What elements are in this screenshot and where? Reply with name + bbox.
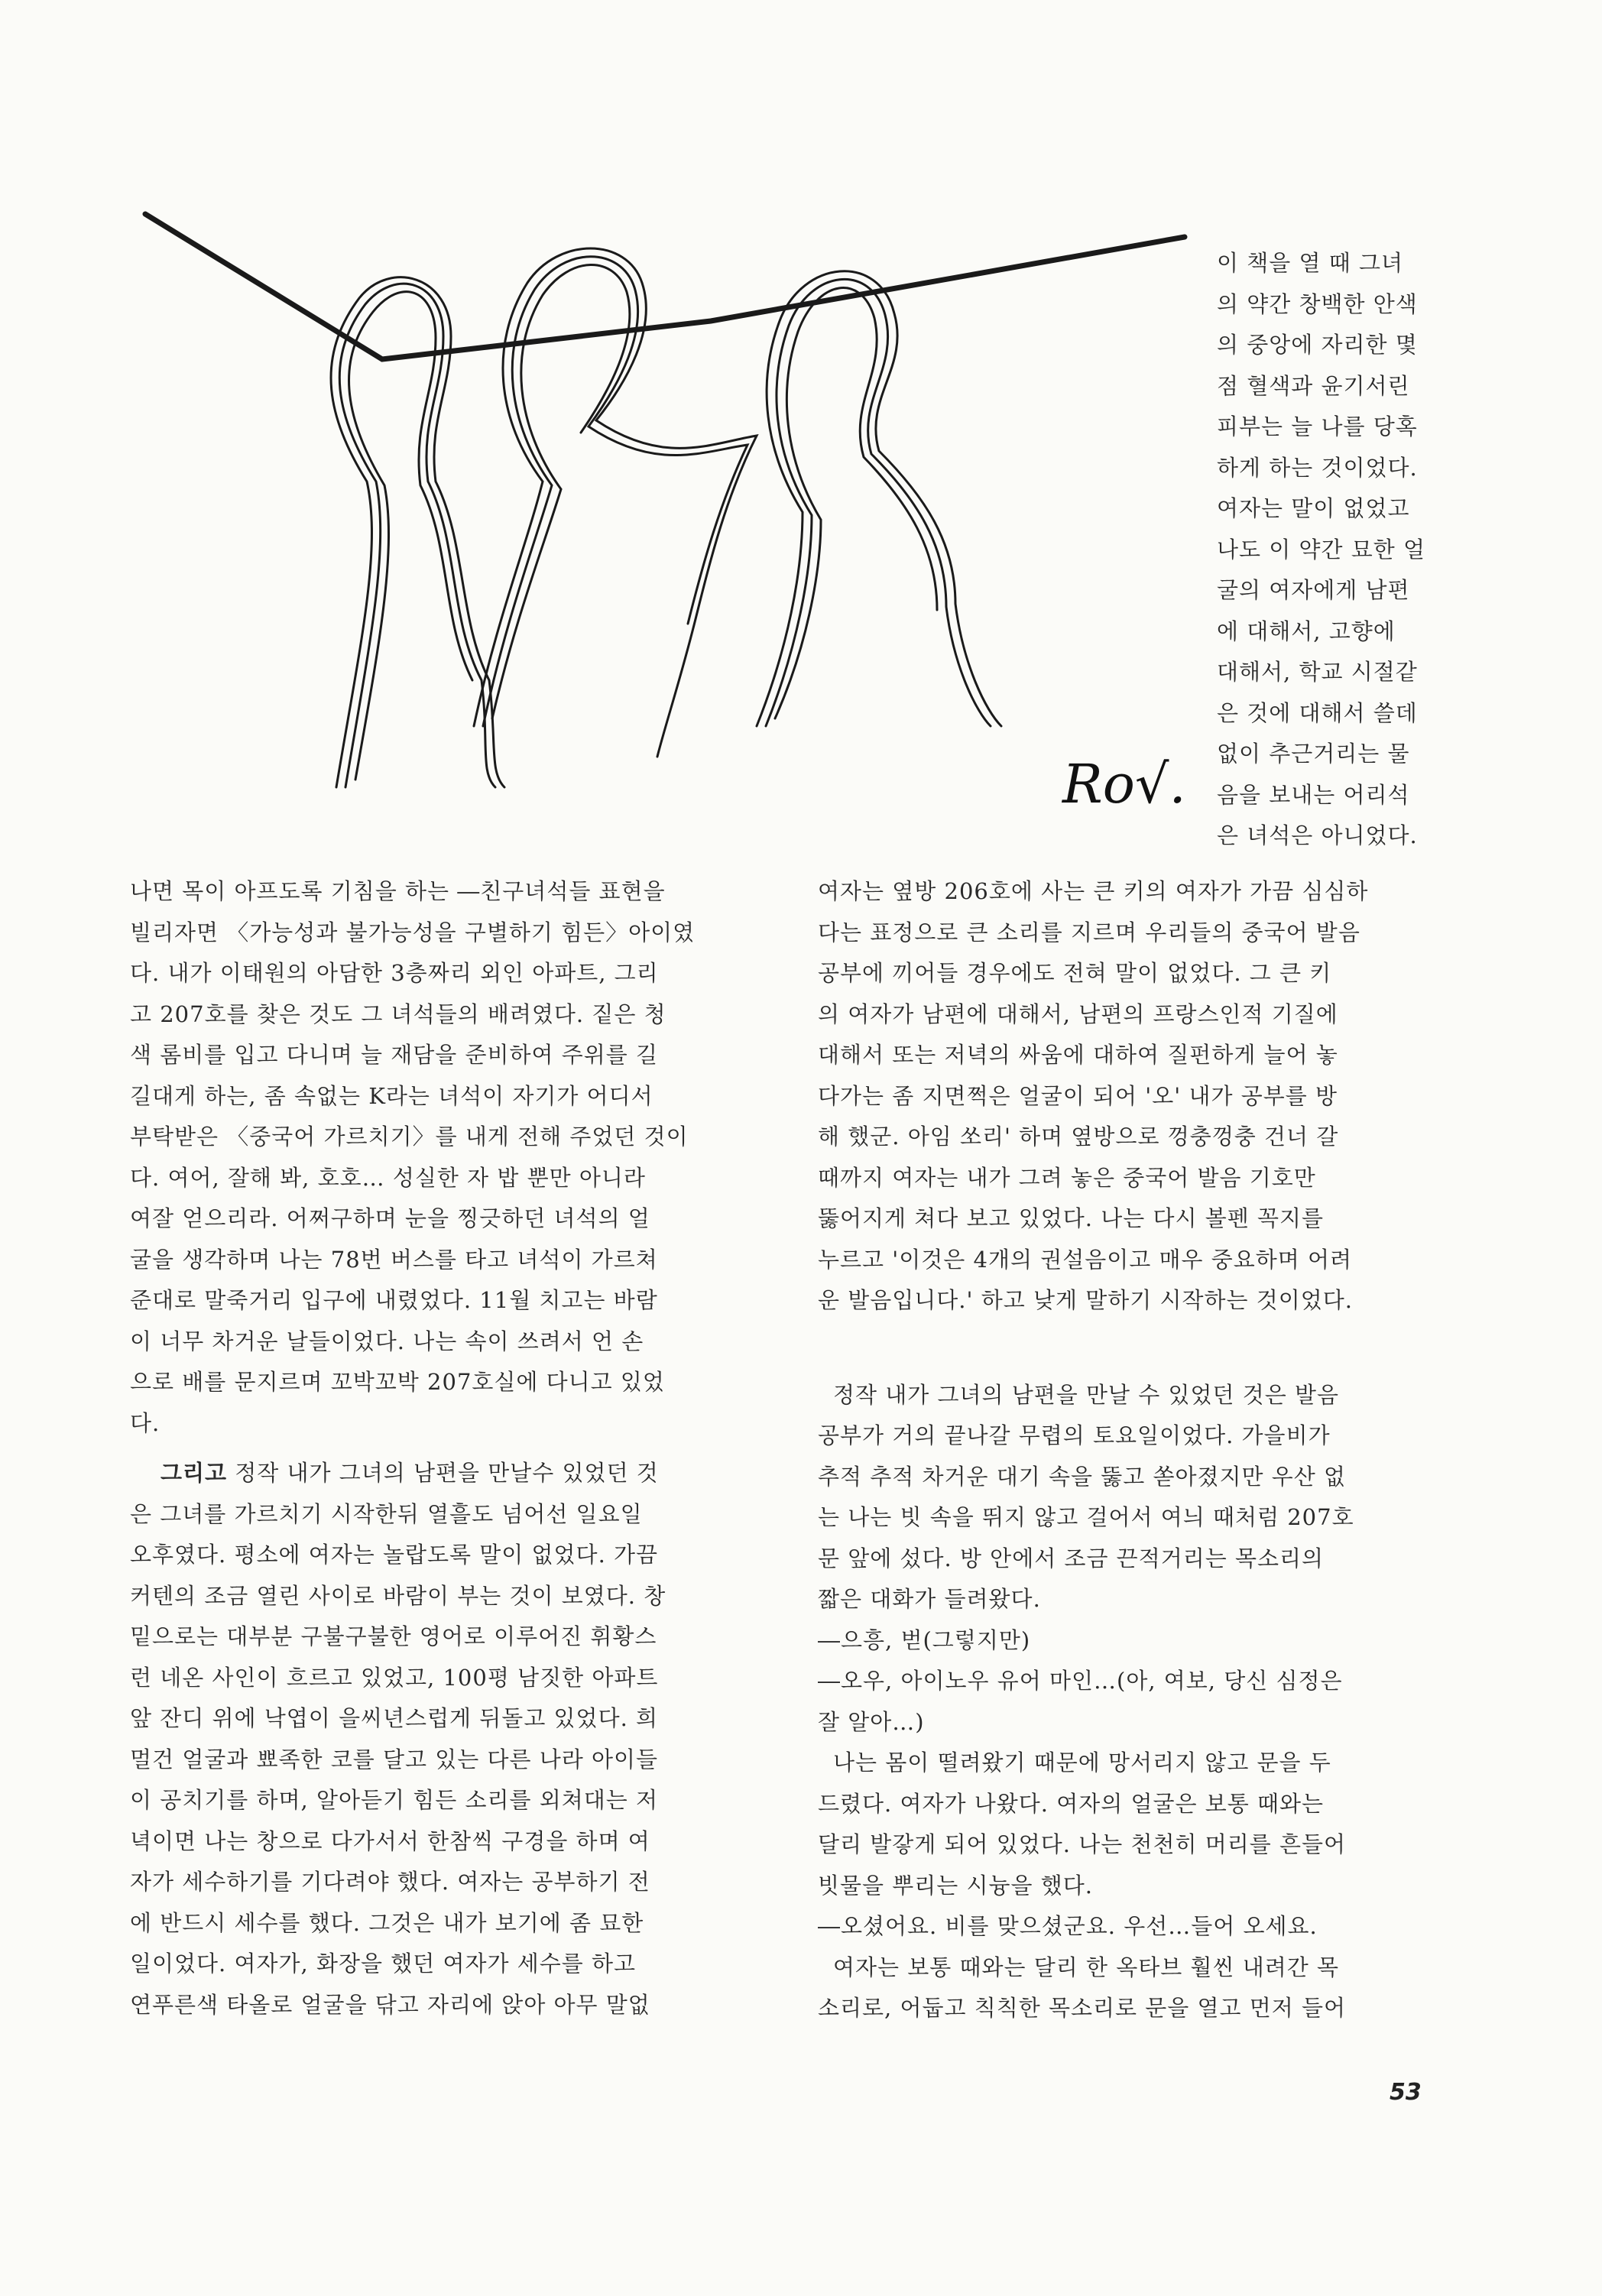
middle-figure-outline: [474, 248, 757, 757]
text-line: 으로 배를 문지르며 꼬박꼬박 207호실에 다니고 있었: [130, 1369, 665, 1395]
text-line: 멀건 얼굴과 뾰족한 코를 달고 있는 다른 나라 아이들: [130, 1746, 659, 1772]
text-line: 달리 발갛게 되어 있었다. 나는 천천히 머리를 흔들어: [818, 1831, 1347, 1857]
text-line: 부탁받은 〈중국어 가르치기〉를 내게 전해 주었던 것이: [130, 1124, 689, 1150]
text-line: 정작 내가 그녀의 남편을 만날 수 있었던 것은 발음: [833, 1381, 1340, 1408]
artist-signature: Ro√.: [1062, 753, 1186, 816]
text-line: 나면 목이 아프도록 기침을 하는 ―친구녀석들 표현을: [130, 878, 666, 904]
text-line: 해 했군. 아임 쏘리' 하며 옆방으로 껑충껑충 건너 갈: [818, 1124, 1339, 1150]
text-line: 여자는 보통 때와는 달리 한 옥타브 훨씬 내려간 목: [833, 1954, 1340, 1980]
text-line: 뚫어지게 쳐다 보고 있었다. 나는 다시 볼펜 꼭지를: [818, 1205, 1325, 1231]
text-line: 운 발음입니다.' 하고 낮게 말하기 시작하는 것이었다.: [818, 1287, 1354, 1313]
text-line: 커텐의 조금 열린 사이로 바람이 부는 것이 보였다. 창: [130, 1582, 666, 1609]
page-number: 53: [1390, 2079, 1422, 2106]
text-line: 준대로 말죽거리 입구에 내렸었다. 11월 치고는 바람: [130, 1287, 658, 1313]
text-line: 의 약간 창백한 안색: [1217, 290, 1418, 317]
text-line: 은 그녀를 가르치기 시작한뒤 열흘도 넘어선 일요일: [130, 1500, 643, 1527]
text-line: 여자는 옆방 206호에 사는 큰 키의 여자가 가끔 심심하: [818, 878, 1369, 904]
text-line: 나도 이 약간 묘한 얼: [1217, 536, 1425, 563]
text-line: 는 나는 빗 속을 뛰지 않고 걸어서 여늬 때처럼 207호: [818, 1504, 1354, 1530]
text-line: 앞 잔디 위에 낙엽이 을씨년스럽게 뒤돌고 있었다. 희: [130, 1705, 659, 1731]
text-line: 빗물을 뿌리는 시늉을 했다.: [818, 1872, 1094, 1899]
text-line: 일이었다. 여자가, 화장을 했던 여자가 세수를 하고: [130, 1951, 637, 1977]
right-column: [818, 871, 1475, 2029]
text-line: 자가 세수하기를 기다려야 했다. 여자는 공부하기 전: [130, 1869, 650, 1895]
paragraph-lead: 그리고: [161, 1460, 228, 1486]
text-line: 대해서, 학교 시절같: [1217, 659, 1418, 685]
text-line: 다가는 좀 지면쩍은 얼굴이 되어 '오' 내가 공부를 방: [818, 1082, 1338, 1109]
text-line: 문 앞에 섰다. 방 안에서 조금 끈적거리는 목소리의: [818, 1545, 1325, 1571]
text-line: 나는 몸이 떨려왔기 때문에 망서리지 않고 문을 두: [833, 1750, 1331, 1776]
text-line: 피부는 늘 나를 당혹: [1217, 413, 1418, 439]
text-line: 여잘 얻으리라. 어쩌구하며 눈을 찡긋하던 녀석의 얼: [130, 1205, 650, 1231]
text-line: 에 반드시 세수를 했다. 그것은 내가 보기에 좀 묘한: [130, 1909, 644, 1936]
text-line: 색 롬비를 입고 다니며 늘 재담을 준비하여 주위를 길: [130, 1042, 659, 1068]
text-line: 추적 추적 차거운 대기 속을 뚫고 쏟아졌지만 우산 없: [818, 1463, 1347, 1490]
text-line: 다. 여어, 잘해 봐, 호호… 성실한 자 밥 뿐만 아니라: [130, 1164, 646, 1191]
text-line: 음을 보내는 어리석: [1217, 781, 1410, 808]
text-line: 길대게 하는, 좀 속없는 K라는 녀석이 자기가 어디서: [130, 1082, 653, 1109]
text-line: 이 책을 열 때 그녀: [1217, 250, 1403, 276]
text-line: 다. 내가 이태원의 아담한 3층짜리 외인 아파트, 그리: [130, 960, 659, 986]
text-line: 굴의 여자에게 남편: [1217, 577, 1410, 603]
dialogue-line: ―오셨어요. 비를 맞으셨군요. 우선…들어 오세요.: [818, 1913, 1318, 1939]
text-line: 누르고 '이것은 4개의 권설음이고 매우 중요하며 어려: [818, 1246, 1353, 1273]
text-line: 없이 추근거리는 물: [1217, 741, 1410, 767]
right-figure-outline: [757, 271, 1001, 726]
figures-illustration: [130, 191, 1200, 864]
text-line: 고 207호를 찾은 것도 그 녀석들의 배려였다. 짙은 청: [130, 1000, 666, 1027]
text-line: 굴을 생각하며 나는 78번 버스를 타고 녀석이 가르쳐: [130, 1246, 658, 1273]
dialogue-line: 잘 알아…): [818, 1708, 925, 1735]
text-line: 이 공치기를 하며, 알아듣기 힘든 소리를 외쳐대는 저: [130, 1787, 659, 1813]
text-line: 빌리자면 〈가능성과 불가능성을 구별하기 힘든〉아이였: [130, 919, 696, 945]
text-line: [130, 1453, 787, 1494]
text-line: 의 여자가 남편에 대해서, 남편의 프랑스인적 기질에: [818, 1000, 1338, 1027]
text-line: 에 대해서, 고향에: [1217, 618, 1396, 644]
text-fragment: 정작 내가 그녀의 남편을 만날수 있었던 것: [227, 1460, 659, 1486]
text-line: 대해서 또는 저녁의 싸움에 대하여 질펀하게 늘어 놓: [818, 1042, 1338, 1068]
text-line: 은 것에 대해서 쓸데: [1217, 699, 1418, 726]
text-line: 여자는 말이 없었고: [1217, 495, 1410, 521]
text-line: 점 혈색과 윤기서린: [1217, 372, 1410, 399]
dialogue-line: ―으흥, 벋(그렇지만): [818, 1626, 1031, 1653]
text-line: 연푸른색 타올로 얼굴을 닦고 자리에 앉아 아무 말없: [130, 1991, 650, 2018]
text-line: 밑으로는 대부분 구불구불한 영어로 이루어진 휘황스: [130, 1623, 657, 1649]
left-column: [130, 871, 787, 2025]
text-line: 다.: [130, 1409, 161, 1436]
text-line: 이 너무 차거운 날들이었다. 나는 속이 쓰려서 언 손: [130, 1328, 644, 1354]
side-column: [1217, 243, 1469, 857]
rope-line: [145, 214, 1185, 359]
text-line: 오후였다. 평소에 여자는 놀랍도록 말이 없었다. 가끔: [130, 1542, 659, 1568]
text-line: 공부에 끼어들 경우에도 전혀 말이 없었다. 그 큰 키: [818, 960, 1332, 986]
text-line: 녁이면 나는 창으로 다가서서 한참씩 구경을 하며 여: [130, 1827, 650, 1854]
text-line: 다는 표정으로 큰 소리를 지르며 우리들의 중국어 발음: [818, 919, 1360, 945]
text-line: 소리로, 어둡고 칙칙한 목소리로 문을 열고 먼저 들어: [818, 1995, 1347, 2021]
text-line: 짧은 대화가 들려왔다.: [818, 1586, 1041, 1612]
dialogue-line: ―오우, 아이노우 유어 마인…(아, 여보, 당신 심정은: [818, 1668, 1343, 1694]
text-line: 공부가 거의 끝나갈 무렵의 토요일이었다. 가을비가: [818, 1422, 1331, 1448]
text-line: 은 녀석은 아니었다.: [1217, 822, 1418, 848]
text-line: 하게 하는 것이었다.: [1217, 454, 1418, 481]
text-line: 때까지 여자는 내가 그려 놓은 중국어 발음 기호만: [818, 1164, 1316, 1191]
text-line: 런 네온 사인이 흐르고 있었고, 100평 남짓한 아파트: [130, 1664, 659, 1691]
text-line: 의 중앙에 자리한 몇: [1217, 332, 1418, 358]
text-line: 드렸다. 여자가 나왔다. 여자의 얼굴은 보통 때와는: [818, 1790, 1325, 1817]
